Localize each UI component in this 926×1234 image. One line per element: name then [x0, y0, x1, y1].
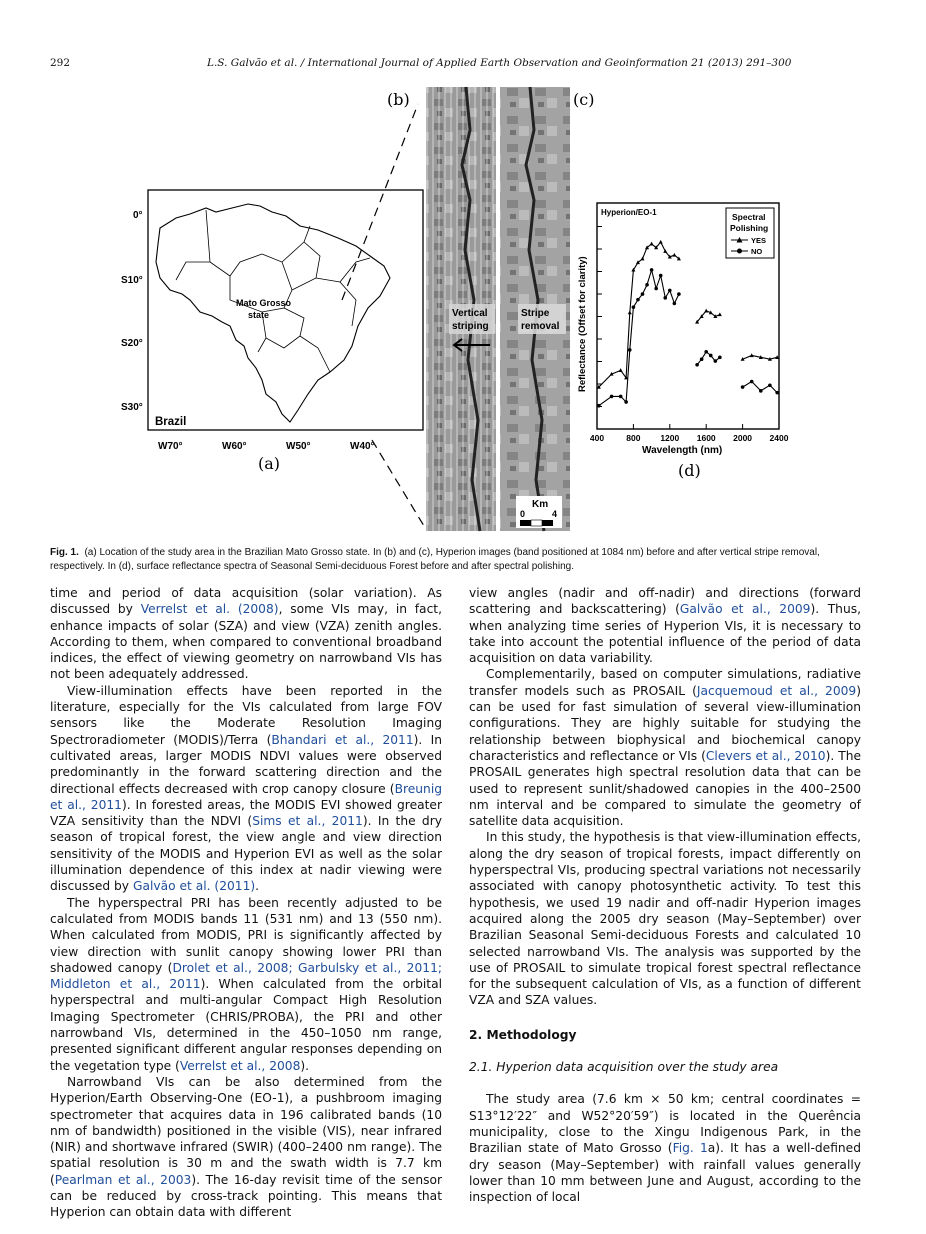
map-state-label-line2: state [248, 310, 270, 320]
point-no [663, 296, 667, 300]
panel-b-label: (b) [387, 90, 410, 109]
brazil-outline [156, 204, 390, 422]
chart-ylabel: Reflectance (Offset for clarity) [577, 256, 588, 392]
chart-legend-no-marker [737, 249, 742, 254]
map-lat-s30: S30° [121, 402, 143, 413]
left-paragraph-3: The hyperspectral PRI has been recently adjusted to be calculated from MODIS bands 11 (531 nm) and 13 (550 nm). When calculated from MODIS, PRI is significantly affected by view direction with sunlit canopy showing lower PRI than shadowed canopy (Drolet et al., 2008; Garbulsky et al., 2011; Middleton et al., 2011). When calculated from the orbital hyperspectral and multi-angular Compact High Resolution Imaging Spectrometer (CHRIS/PROBA), the PRI and other narrowband VIs, determined in the 450–1050 nm range, presented significant different angular responses depending on the vegetation type (Verrelst et al., 2008). [50, 895, 443, 1073]
scale-bar-unit: Km [532, 499, 549, 510]
scale-bar-end: 4 [552, 509, 558, 519]
panel-a-label: (a) [258, 454, 281, 473]
x-tick-label: 2400 [769, 433, 789, 443]
scale-bar-black-1 [520, 520, 531, 526]
left-paragraph-4: Narrowband VIs can be also determined from the Hyperion/Earth Observing-One (EO-1), a pushbroom imaging spectrometer that acquires data in 196 calibrated bands (10 nm of bandwidth) positioned in the visible (VIS), near infrared (NIR) and shortwave infrared (SWIR) (400–2400 nm range). The spatial resolution is 30 m and the swath width is 7.7 km (Pearlman et al., 2003). The 16-day revisit time of the sensor can be reduced by cross-track pointing. This means that Hyperion can obtain data with different [50, 1074, 442, 1220]
citation-link[interactable]: Pearlman et al., 2003 [54, 1172, 192, 1187]
point-no [695, 363, 699, 367]
map-lon-w60: W60° [222, 441, 247, 452]
panel-c-label: (c) [573, 90, 595, 109]
figure-reference-link[interactable]: Fig. 1 [672, 1141, 708, 1156]
point-no [673, 302, 677, 306]
right-paragraph-1: view angles (nadir and off-nadir) and directions (forward scattering and backscattering) (Galvão et al., 2009). Thus, when analyzing time series of Hyperion VIs, it is necessary to take into account the potential influence of the period of data acquisition on data variability. [469, 586, 861, 666]
panel-b-image [387, 87, 496, 531]
citation-link[interactable]: Clevers et al., 2010 [705, 748, 826, 763]
citation-link[interactable]: Bhandari et al., 2011 [271, 732, 414, 747]
striping-label-line1: Vertical [452, 308, 488, 319]
subsection-heading: 2.1. Hyperion data acquisition over the study area [469, 1060, 779, 1075]
point-no [677, 292, 681, 296]
point-no [597, 404, 601, 408]
chart-legend-title-line2: Polishing [730, 223, 769, 233]
x-tick-label: 1600 [696, 433, 716, 443]
map-lon-w70: W70° [158, 441, 183, 452]
left-paragraph-2: View-illumination effects have been reported in the literature, especially for the VIs calculated from large FOV sensors like the Moderate Resolution Imaging Spectroradiometer (MODIS)/Terra (Bhandari et al., 2011). In cultivated areas, larger MODIS NDVI values were observed predominantly in the forward scattering direction and the directional effects decreased with crop canopy closure (Breunig et al., 2011). In forested areas, the MODIS EVI showed greater VZA sensitivity than the NDVI (Sims et al., 2011). In the dry season of tropical forest, the view angle and view direction sensitivity of the MODIS and Hyperion EVI as well as the solar illumination dependence of this index at nadir viewing were discussed by Galvão et al. (2011). [50, 683, 442, 894]
citation-link[interactable]: Galvão et al. (2011) [132, 879, 256, 894]
caption-label: Fig. 1. [50, 547, 79, 558]
point-no [636, 298, 640, 302]
right-paragraph-4: The study area (7.6 km × 50 km; central coordinates = S13°12′22″ and W52°20′59″) is located in the Querência municipality, close to the Xingu Indigenous Park, in the Brazilian state of Mato Grosso (Fig. 1a). It has a well-defined dry season (May–September) with rainfall values generally lower than 10 mm between June and August, according to the inspection of local [469, 1092, 861, 1205]
chart-legend-yes: YES [751, 236, 767, 245]
point-no [704, 350, 708, 354]
point-no [654, 287, 658, 291]
figure-1 [0, 80, 926, 540]
figure-caption [50, 546, 865, 573]
x-tick-label: 2000 [733, 433, 753, 443]
panel-d-chart [577, 203, 789, 480]
point-no [624, 400, 628, 404]
point-no [709, 354, 713, 358]
right-paragraph-3: In this study, the hypothesis is that view-illumination effects, along the dry season of tropical forests, impact differently on hyperspectral VIs, producing spectral variations not necessarily associated with canopy photosynthetic activity. To test this hypothesis, we used 19 nadir and off-nadir Hyperion images acquired along the 2005 dry season (May–September) over Brazilian Seasonal Semi-deciduous Forests and calculated 10 selected narrowband VIs. The analysis was supported by the use of PROSAIL to simulate tropical forest spectral reflectance for the subsequent calculation of VIs, as a function of different VZA and SZA values. [469, 830, 861, 1008]
citation-link[interactable]: Verrelst et al. (2008) [140, 602, 279, 617]
map-state-label-line1: Mato Grosso [236, 298, 292, 308]
map-lat-s20: S20° [121, 338, 143, 349]
point-no [650, 268, 654, 272]
point-no [741, 385, 745, 389]
striping-label-line2: striping [452, 321, 489, 332]
panel-a-map [121, 190, 423, 473]
point-no [775, 391, 779, 395]
removal-label-line2: removal [521, 321, 560, 332]
chart-legend-title-line1: Spectral [732, 212, 766, 222]
point-no [632, 305, 636, 309]
scale-bar-white [531, 520, 542, 526]
map-lat-0: 0° [133, 210, 143, 221]
citation-link[interactable]: Sims et al., 2011 [252, 814, 363, 829]
point-no [619, 395, 623, 399]
citation-link[interactable]: Jacquemoud et al., 2009 [696, 683, 857, 698]
panel-d-label: (d) [678, 461, 701, 480]
scale-bar-black-2 [542, 520, 553, 526]
map-country-label: Brazil [155, 416, 187, 428]
point-no [700, 357, 704, 361]
citation-link[interactable]: Verrelst et al., 2008 [179, 1058, 301, 1073]
scale-bar-start: 0 [520, 509, 526, 519]
chart-title: Hyperion/EO-1 [601, 208, 657, 217]
point-no [659, 274, 663, 278]
point-no [628, 348, 632, 352]
chart-xlabel: Wavelength (nm) [642, 445, 723, 456]
point-no [610, 395, 614, 399]
map-lat-s10: S10° [121, 275, 143, 286]
chart-legend-no: NO [751, 247, 763, 256]
section-heading: 2. Methodology [469, 1027, 577, 1042]
point-no [718, 356, 722, 360]
body-left-column [50, 585, 442, 1221]
caption-text: (a) Location of the study area in the Brazilian Mato Grosso state. In (b) and (c), Hyperion images (band positioned at 1084 nm) before and after vertical stripe removal, respectively. In (d), surface reflectance spectra of Seasonal Semi-deciduous Forest before and after spectral polishing. [50, 547, 820, 572]
point-no [750, 380, 754, 384]
citation-link[interactable]: Breunig et al., 2011 [50, 781, 442, 812]
x-tick-label: 400 [589, 433, 605, 443]
point-no [641, 292, 645, 296]
x-tick-label: 1200 [660, 433, 680, 443]
body-right-column [469, 585, 861, 1205]
right-paragraph-2: Complementarily, based on computer simulations, radiative transfer models such as PROSAIL (Jacquemoud et al., 2009) can be used for fast simulation of several view-illumination configurations. They are highly suitable for studying the relationship between biophysical and biochemical canopy characteristics and reflectance or VIs (Clevers et al., 2010). The PROSAIL generates high spectral resolution data that can be used to represent sunlit/shadowed canopies in the 400–2500 nm interval and be compared to simulate the geometry of satellite data acquisition. [469, 667, 862, 829]
map-lon-w40: W40° [350, 441, 375, 452]
point-no [668, 289, 672, 293]
point-no [645, 283, 649, 287]
citation-link[interactable]: Drolet et al., 2008; Garbulsky et al., 2011; Middleton et al., 2011 [50, 960, 442, 992]
point-no [768, 383, 772, 387]
point-no [714, 359, 718, 363]
x-tick-label: 800 [626, 433, 641, 443]
running-title: L.S. Galvão et al. / International Journal of Applied Earth Observation and Geoinformation 21 (2013) 291–300 [207, 57, 792, 69]
left-paragraph-1: time and period of data acquisition (solar variation). As discussed by Verrelst et al. (2008), some VIs may, in fact, enhance impacts of solar (SZA) and view (VZA) zenith angles. According to them, when compared to conventional broadband indices, the effect of viewing geometry on narrowband VIs has not been adequately addressed. [50, 586, 443, 682]
citation-link[interactable]: Galvão et al., 2009 [679, 602, 811, 617]
page-number: 292 [50, 57, 71, 69]
point-no [759, 389, 763, 393]
connector-line-bottom [372, 440, 424, 526]
map-lon-w50: W50° [286, 441, 311, 452]
removal-label-line1: Stripe [521, 308, 550, 319]
